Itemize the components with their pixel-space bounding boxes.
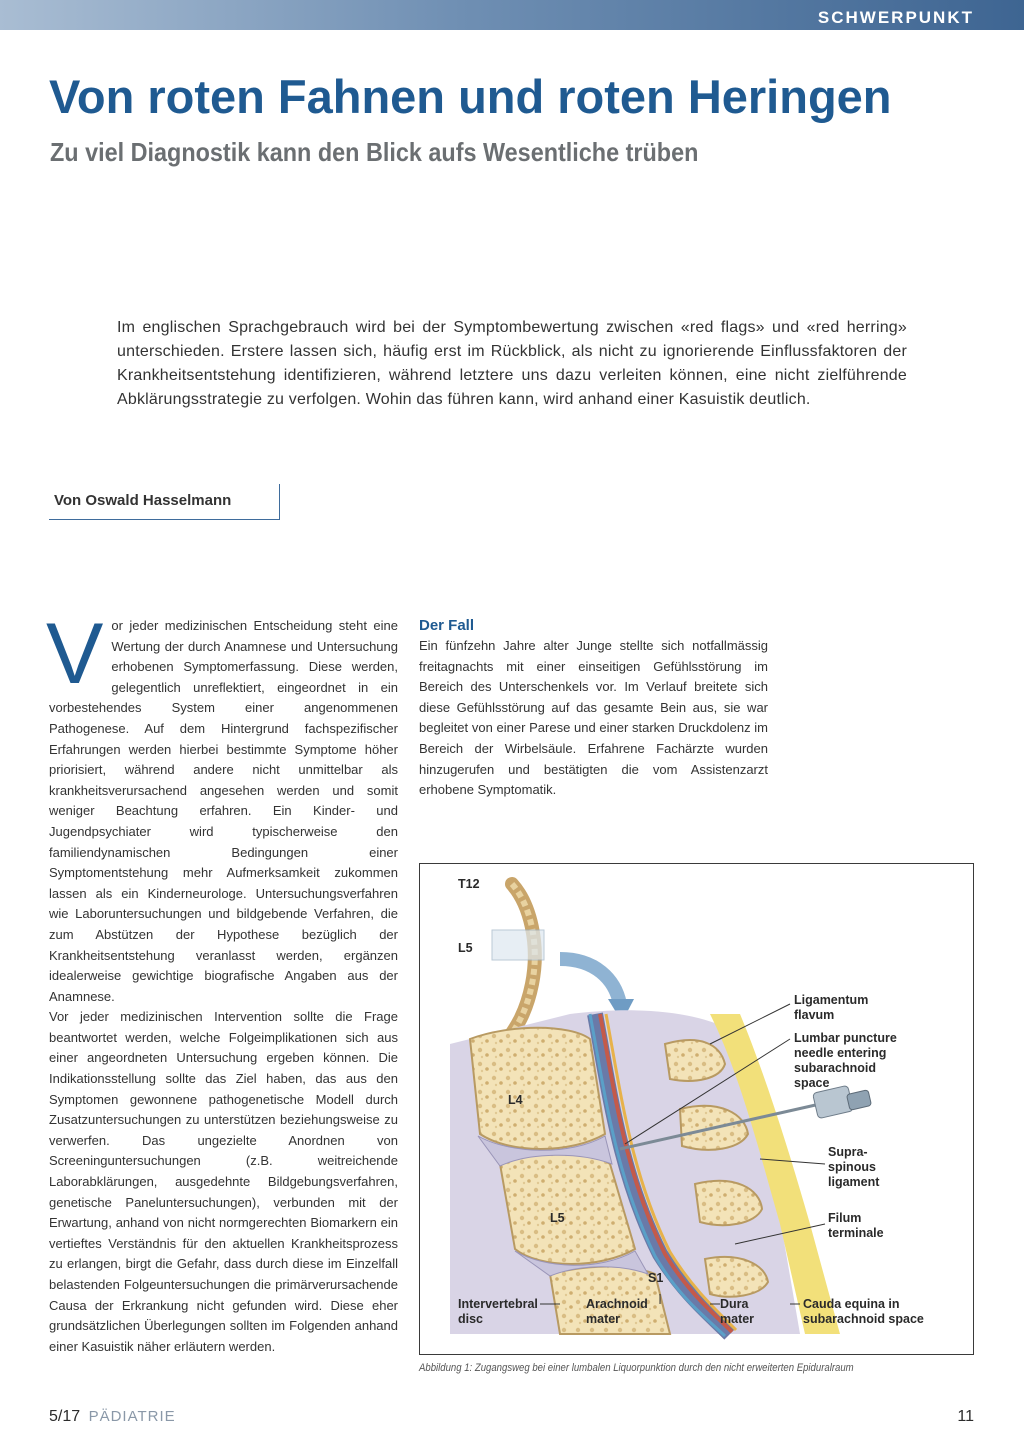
label-supra-3: ligament	[828, 1175, 880, 1189]
header-bar	[0, 0, 1024, 30]
article-subtitle: Zu viel Diagnostik kann den Blick aufs Wesentliche trüben	[50, 137, 699, 167]
page-number: 11	[957, 1408, 974, 1425]
section-rubric: SCHWERPUNKT	[817, 8, 974, 27]
label-dura-1: Dura	[720, 1297, 749, 1311]
label-ligamentum-1: Ligamentum	[794, 993, 869, 1007]
figure-caption: Abbildung 1: Zugangsweg bei einer lumbalen Liquorpunktion durch den nicht erweiterten Epiduralraum	[419, 1362, 854, 1374]
issue-number: 5/17	[49, 1408, 81, 1425]
body-paragraph-2: Vor jeder medizinischen Intervention sollte die Frage beantwortet werden, welche Folgeimplikationen sich aus einer angeordneten Untersuchung ergeben können. Die Indikationsstellung sollte das Ziel haben, das aus den Symptomen gewonnene pathogenetische Modell durch Zusatzuntersuchungen zu unterstützen beziehungsweise zu verwerfen. Das ungezielte Anordnen von Screeninguntersuchungen (z.B. weitreichende Laborabklärungen, ausgedehnte Bildgebungsverfahren, genetische Paneluntersuchungen), verbunden mit der Erwartung, anhand von nicht normgerechten Biomarkern ein vertieftes Verständnis für den aktuellen Krankheitsprozess zu erlangen, birgt die Gefahr, dass durch diese im Einzelfall belastenden Folgeuntersuchungen die primärverursachende Causa der Erkrankung nicht gefunden wird. Diese eher grundsätzlichen Überlegungen sollten im Folgenden anhand einer Kasuistik näher erläutern werden.	[49, 1009, 398, 1354]
lead-paragraph: Im englischen Sprachgebrauch wird bei der Symptombewertung zwischen «red flags» und «red herring» unterschieden. Erstere lassen sich, häufig erst im Rückblick, als nicht zu ignorierende Einflussfaktoren der Krankheitsentstehung identifizieren, während letztere uns dazu verleiten können, eine nicht zielführende Abklärungsstrategie zu verfolgen. Wohin das führen kann, wird anhand einer Kasuistik deutlich.	[117, 319, 907, 408]
label-arachnoid-1: Arachnoid	[586, 1297, 648, 1311]
label-s1: S1	[648, 1271, 664, 1285]
spine-illustration	[419, 863, 974, 1355]
case-paragraph: Ein fünfzehn Jahre alter Junge stellte sich notfallmässig freitagnachts mit einer einseitigen Gefühlsstörung im Bereich des Unterschenkels vor. Im Verlauf breitete sich diese Gefühlsstörung auf das gesamte Bein aus, sie war begleitet von einer Parese und einer starken Druckdolenz im Bereich der Wirbelsäule. Erfahrene Fachärzte wurden hinzugerufen und bestätigten die vom Assistenzarzt erhobene Symptomatik.	[419, 638, 768, 798]
label-t12: T12	[458, 877, 480, 891]
label-arachnoid-2: mater	[586, 1312, 621, 1326]
magazine-name: PÄDIATRIE	[88, 1408, 176, 1425]
label-ligamentum-2: flavum	[794, 1008, 835, 1022]
label-l5-thumb: L5	[458, 941, 473, 955]
label-filum-2: terminale	[828, 1226, 884, 1240]
label-l4: L4	[508, 1093, 523, 1107]
zoom-arrow-icon	[560, 959, 620, 1004]
label-needle-1: Lumbar puncture	[794, 1031, 897, 1045]
label-needle-2: needle entering	[794, 1046, 887, 1060]
spine-thumbnail	[458, 877, 544, 1039]
label-needle-4: space	[794, 1076, 830, 1090]
label-cauda-1: Cauda equina in	[803, 1297, 900, 1311]
label-cauda-2: subarachnoid space	[803, 1312, 924, 1326]
body-column-left	[46, 606, 398, 1357]
label-needle-3: subarachnoid	[794, 1061, 876, 1075]
lumbar-puncture-diagram	[420, 864, 974, 1355]
label-supra-2: spinous	[828, 1160, 876, 1174]
author-box	[49, 484, 280, 520]
label-l5: L5	[550, 1211, 565, 1225]
section-heading: Der Fall	[419, 617, 475, 634]
label-dura-2: mater	[720, 1312, 755, 1326]
body-paragraph-1: or jeder medizinischen Entscheidung steht eine Wertung der durch Anamnese und Untersuchung erhobenen Symptomerfassung. Diese werden, gelegentlich unreflektiert, eingeordnet in ein vorbestehendes System einer angenommenen Pathogenese. Auf dem Hintergrund fachspezifischer Erfahrungen werden hierbei bestimmte Symptome höher priorisiert, während andere nicht unmittelbar als krankheitsverursachend angesehen werden und somit weniger Beachtung erfahren. Ein Kinder- und Jugendpsychiater wird typischerweise den familiendynamischen Bedingungen einer Symptomentstehung mehr Aufmerksamkeit zukommen lassen als ein Kinderneurologe. Untersuchungsverfahren wie Laboruntersuchungen und bildgebende Verfahren, die zum Abstützen der Hypothese bezüglich der Krankheitsentstehung veranlasst werden, ergänzen idealerweise gewichtige biografische Angaben aus der Anamnese.	[49, 618, 398, 1004]
label-filum-1: Filum	[828, 1211, 862, 1225]
label-disc-2: disc	[458, 1312, 484, 1326]
footer-left	[49, 1408, 176, 1426]
article-title: Von roten Fahnen und roten Heringen	[49, 70, 892, 123]
drop-cap: V	[46, 606, 104, 702]
author-name: Von Oswald Hasselmann	[54, 492, 232, 509]
label-disc-1: Intervertebral	[458, 1297, 538, 1311]
body-column-right	[419, 616, 768, 801]
label-supra-1: Supra-	[828, 1145, 868, 1159]
